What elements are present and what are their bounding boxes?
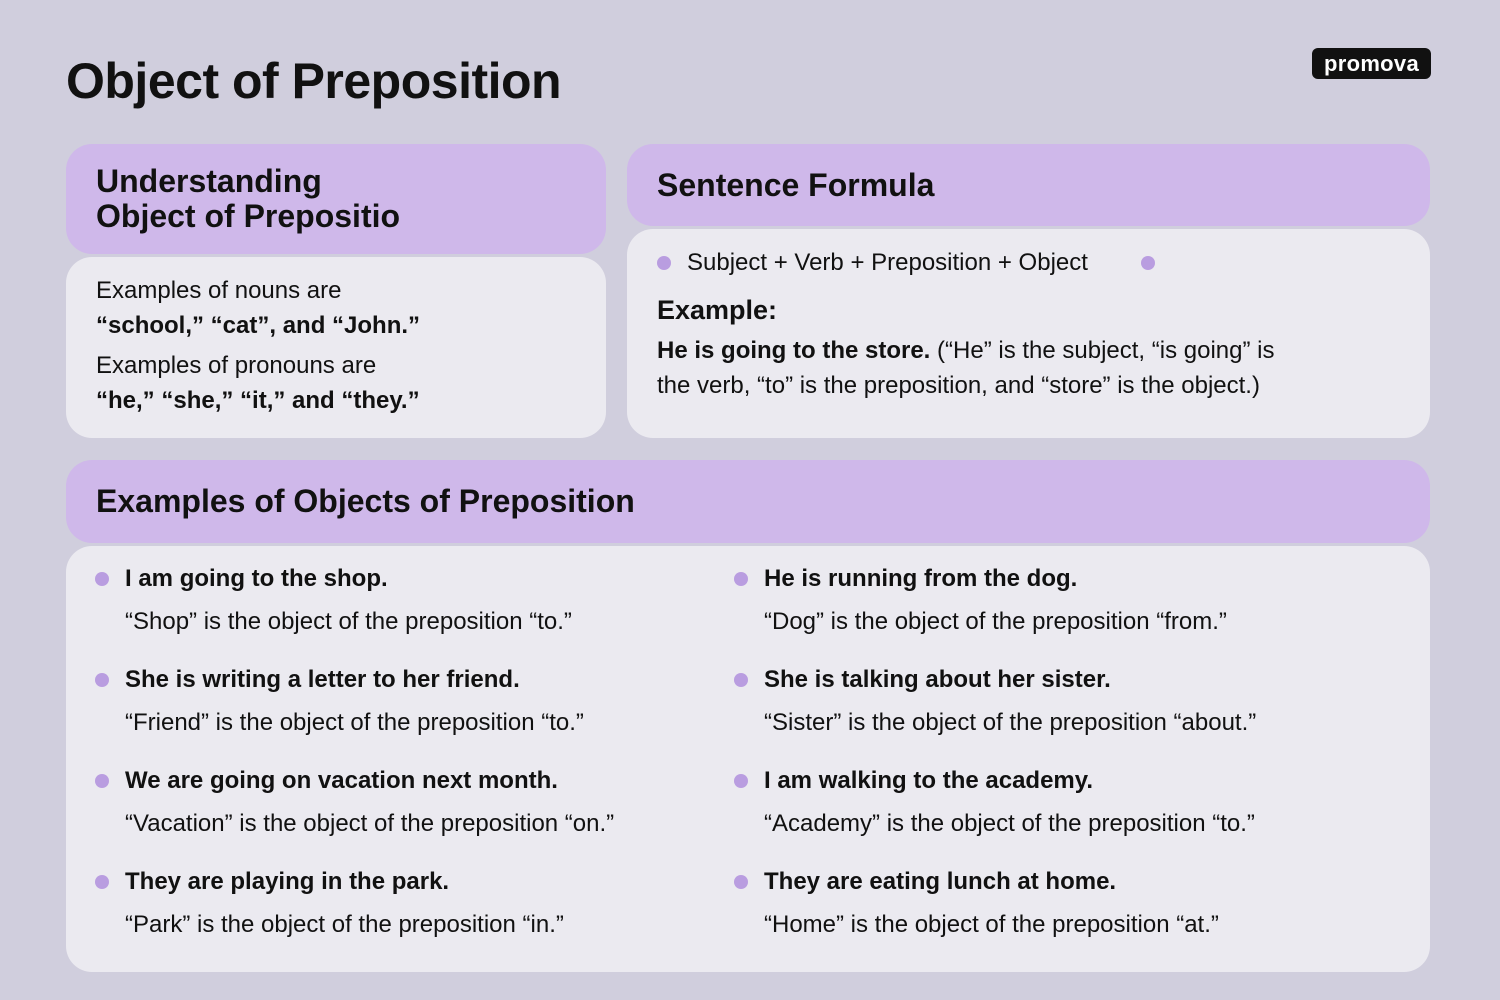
understanding-header-line2: Object of Prepositio (96, 198, 401, 234)
bullet-icon (95, 774, 109, 788)
nouns-list: “school,” “cat”, and “John.” (96, 312, 421, 339)
bullet-icon (657, 256, 671, 270)
example-explanation-line2: the verb, “to” is the preposition, and “store” is the object.) (657, 372, 1260, 399)
understanding-card (66, 257, 606, 438)
bullet-icon (734, 673, 748, 687)
understanding-header (66, 144, 606, 254)
formula-text: Subject + Verb + Preposition + Object (687, 249, 1088, 276)
example-note: “Academy” is the object of the preposition “to.” (764, 810, 1255, 837)
bullet-icon (95, 572, 109, 586)
example-sentence: He is going to the store. (657, 337, 931, 364)
example-sentence: He is running from the dog. (764, 565, 1078, 592)
formula-header-text: Sentence Formula (657, 166, 935, 203)
example-note: “Park” is the object of the preposition “in.” (125, 911, 564, 938)
bullet-icon (734, 875, 748, 889)
example-explanation-line1: (“He” is the subject, “is going” is (937, 337, 1275, 364)
example-note: “Vacation” is the object of the preposition “on.” (125, 810, 615, 837)
example-sentence: They are eating lunch at home. (764, 868, 1117, 895)
example-line1 (657, 333, 1274, 368)
bullet-icon (1141, 256, 1155, 270)
example-note: “Dog” is the object of the preposition “from.” (764, 608, 1227, 635)
pronouns-intro: Examples of pronouns are (96, 352, 377, 379)
bullet-icon (95, 673, 109, 687)
example-sentence: They are playing in the park. (125, 868, 450, 895)
promova-logo: promova (1312, 48, 1431, 79)
example-sentence: I am walking to the academy. (764, 767, 1093, 794)
nouns-intro: Examples of nouns are (96, 277, 342, 304)
examples-card (66, 546, 1430, 972)
examples-header (66, 460, 1430, 543)
example-label: Example: (657, 295, 778, 325)
page-title: Object of Preposition (66, 53, 562, 109)
example-note: “Home” is the object of the preposition “at.” (764, 911, 1219, 938)
example-note: “Shop” is the object of the preposition “to.” (125, 608, 572, 635)
understanding-header-line1: Understanding (96, 163, 322, 199)
examples-header-text: Examples of Objects of Preposition (96, 483, 635, 519)
example-note: “Sister” is the object of the preposition “about.” (764, 709, 1257, 736)
bullet-icon (734, 572, 748, 586)
example-sentence: She is talking about her sister. (764, 666, 1111, 693)
example-sentence: I am going to the shop. (125, 565, 388, 592)
example-note: “Friend” is the object of the preposition “to.” (125, 709, 584, 736)
bullet-icon (734, 774, 748, 788)
formula-card (627, 229, 1430, 438)
pronouns-list: “he,” “she,” “it,” and “they.” (96, 387, 420, 414)
formula-header (627, 144, 1430, 226)
bullet-icon (95, 875, 109, 889)
example-sentence: She is writing a letter to her friend. (125, 666, 520, 693)
example-sentence: We are going on vacation next month. (125, 767, 558, 794)
